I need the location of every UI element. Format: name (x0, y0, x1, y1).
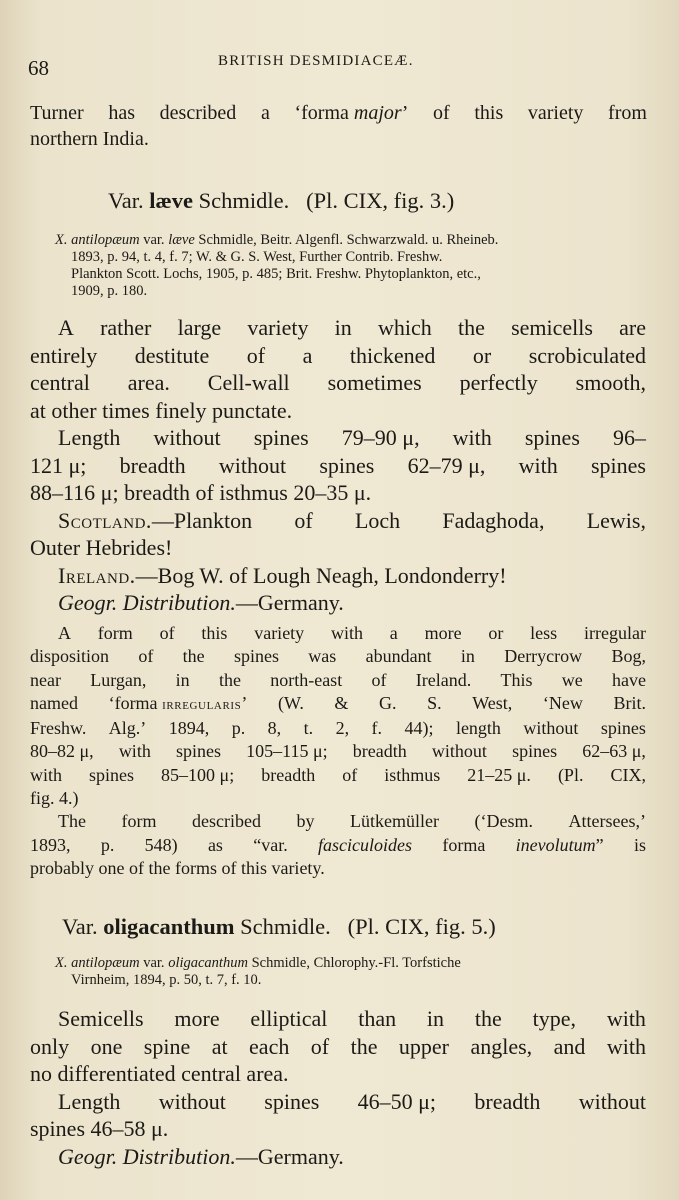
intro-paragraph (30, 100, 647, 152)
text-line: disposition of the spines was abundant in Derrycrow Bog, (30, 646, 646, 667)
text-line: X. antilopæum var. oligacanthum Schmidle, Chlorophy.-Fl. Torfstiche (55, 955, 461, 971)
text-line: Turner has described a ‘forma major’ of this variety from (30, 102, 647, 124)
text-line: named ‘forma irregularis’ (W. & G. S. West, ‘New Brit. (30, 692, 646, 713)
text-line: Freshw. Alg.’ 1894, p. 8, t. 2, f. 44); length without spines (30, 718, 646, 739)
text-line: Length without spines 46–50 μ; breadth without (58, 1088, 646, 1114)
text-line: Outer Hebrides! (30, 535, 173, 560)
text-line: Geogr. Distribution.—Germany. (58, 590, 344, 615)
text-line: Virnheim, 1894, p. 50, t. 7, f. 10. (71, 972, 262, 988)
synonymy-oligacanthum (55, 955, 645, 989)
text-line: Geogr. Distribution.—Germany. (58, 1143, 344, 1169)
text-line: 1909, p. 180. (71, 283, 148, 299)
text-line: near Lurgan, in the north-east of Ireland. This we have (30, 669, 646, 690)
text-line: spines 46–58 μ. (30, 1116, 169, 1141)
note-paragraph-laeve (30, 622, 646, 880)
text-line: Scotland.—Plankton of Loch Fadaghoda, Lewis, (58, 507, 646, 533)
text-line: Ireland.—Bog W. of Lough Neagh, Londonderry! (58, 562, 507, 588)
variety-heading-laeve: Var. læve Schmidle. (Pl. CIX, fig. 3.) (108, 188, 455, 213)
text-line: probably one of the forms of this variety. (30, 857, 325, 878)
text-line: The form described by Lütkemüller (‘Desm. Attersees,’ (58, 811, 646, 832)
page-number: 68 (28, 56, 49, 80)
description-laeve (30, 314, 646, 617)
text-line: Plankton Scott. Lochs, 1905, p. 485; Brit. Freshw. Phytoplankton, etc., (71, 266, 481, 282)
text-line: A form of this variety with a more or less irregular (58, 623, 646, 643)
text-line: central area. Cell-wall sometimes perfectly smooth, (30, 370, 646, 395)
text-line: with spines 85–100 μ; breadth of isthmus 21–25 μ. (Pl. CIX, (30, 764, 646, 785)
text-line: 1893, p. 94, t. 4, f. 7; W. & G. S. West, Further Contrib. Freshw. (71, 249, 443, 265)
text-line: fig. 4.) (30, 788, 79, 809)
variety-heading-oligacanthum: Var. oligacanthum Schmidle. (Pl. CIX, fig. 5.) (62, 914, 496, 939)
text-line: 121 μ; breadth without spines 62–79 μ, with spines (30, 452, 646, 478)
text-line: 80–82 μ, with spines 105–115 μ; breadth without spines 62–63 μ, (30, 741, 646, 762)
text-line: only one spine at each of the upper angles, and with (30, 1033, 646, 1059)
synonymy-laeve (55, 232, 645, 300)
text-line: no differentiated central area. (30, 1061, 289, 1086)
text-line: Semicells more elliptical than in the type, with (58, 1006, 646, 1031)
running-title: BRITISH DESMIDIACEÆ. (218, 53, 414, 69)
text-line: A rather large variety in which the semicells are (58, 315, 646, 340)
text-line: Length without spines 79–90 μ, with spines 96– (58, 425, 646, 450)
text-line: at other times finely punctate. (30, 397, 293, 423)
text-line: X. antilopæum var. læve Schmidle, Beitr. Algenfl. Schwarzwald. u. Rheineb. (55, 232, 499, 248)
text-line: 1893, p. 548) as “var. fasciculoides forma inevolutum” is (30, 834, 646, 855)
text-line: northern India. (30, 128, 149, 150)
text-line: entirely destitute of a thickened or scrobiculated (30, 342, 646, 368)
text-line: 88–116 μ; breadth of isthmus 20–35 μ. (30, 480, 372, 505)
description-oligacanthum (30, 1005, 646, 1170)
